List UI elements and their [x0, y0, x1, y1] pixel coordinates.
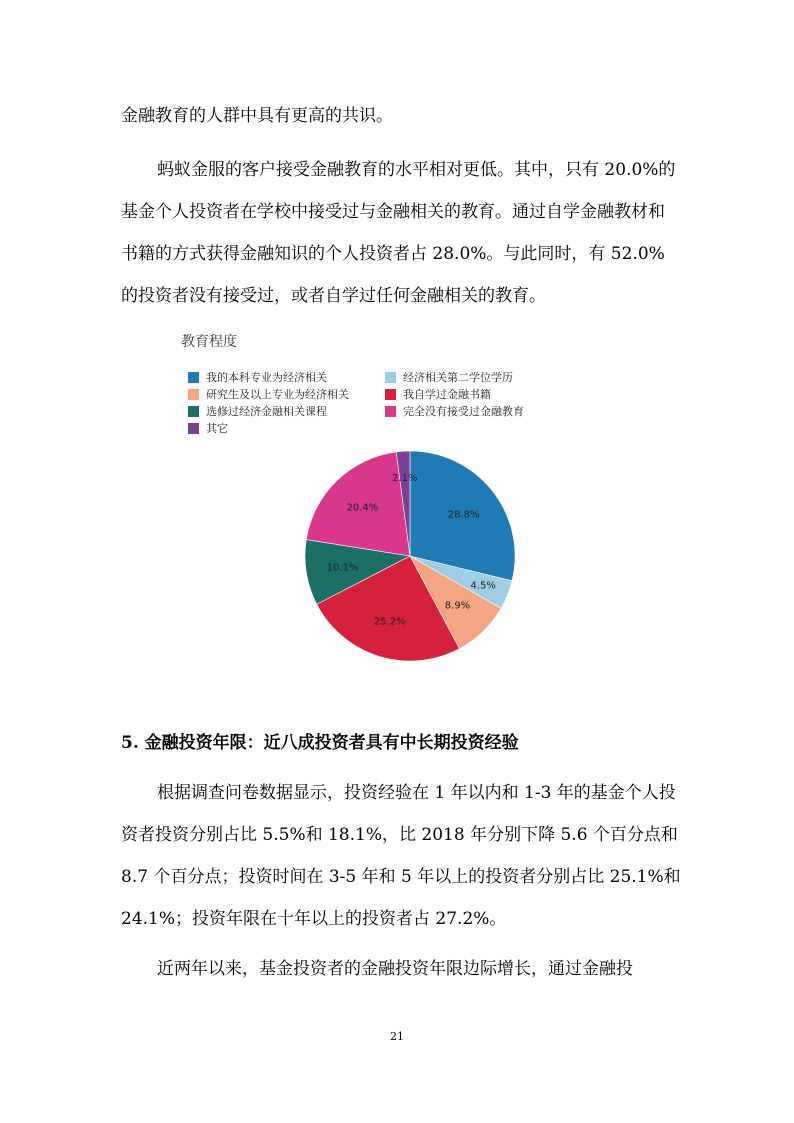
legend-swatch [188, 406, 199, 417]
paragraph-intro: 金融教育的人群中具有更高的共识。 [121, 106, 393, 126]
legend-swatch [188, 423, 199, 434]
legend-item [188, 386, 349, 402]
legend-item [188, 369, 327, 385]
legend-label: 选修过经济金融相关课程 [206, 405, 327, 418]
legend-item [385, 369, 513, 385]
pie-slice-label: 2.1% [392, 472, 418, 484]
legend-label: 研究生及以上专业为经济相关 [206, 388, 349, 401]
pie-slice-label: 28.8% [447, 509, 480, 521]
pie-slice-label: 4.5% [470, 580, 496, 592]
legend-item [385, 386, 491, 402]
legend-item [385, 403, 524, 419]
legend-swatch [385, 389, 396, 400]
paragraph-trend: 近两年以来，基金投资者的金融投资年限边际增长，通过金融投 [157, 959, 633, 979]
legend-item [188, 420, 228, 436]
legend-swatch [385, 372, 396, 383]
paragraph-investment-years: 根据调查问卷数据显示，投资经验在 1 年以内和 1-3 年的基金个人投资者投资分别占比 5.5%和 18.1%，比 2018 年分别下降 5.6 个百分点和 8.7 个百分点；投资时间在 3-5 年和 5 年以上的投资者分别占比 25.1%和 24.1%；投资年限在十年以上的投资者占 27.2%。 [121, 783, 681, 929]
section-heading: 5. 金融投资年限：近八成投资者具有中长期投资经验 [121, 733, 519, 753]
legend-label: 我自学过金融书籍 [403, 388, 491, 401]
legend-label: 经济相关第二学位学历 [403, 371, 513, 384]
pie-slice-label: 20.4% [346, 502, 379, 514]
legend-label: 其它 [206, 422, 228, 435]
legend-label: 完全没有接受过金融教育 [403, 405, 524, 418]
paragraph-ant-financial: 蚂蚁金服的客户接受金融教育的水平相对更低。其中，只有 20.0%的基金个人投资者在学校中接受过与金融相关的教育。通过自学金融教材和书籍的方式获得金融知识的个人投资者占 28.0%。与此同时，有 52.0%的投资者没有接受过，或者自学过任何金融相关的教育。 [121, 160, 676, 306]
legend-swatch [385, 406, 396, 417]
pie-slice-label: 10.1% [326, 562, 359, 574]
chart-title: 教育程度 [181, 334, 237, 350]
pie-slice-label: 25.2% [373, 616, 406, 628]
legend-swatch [188, 389, 199, 400]
legend-item [188, 403, 327, 419]
legend-swatch [188, 372, 199, 383]
pie-chart [290, 436, 530, 676]
legend-label: 我的本科专业为经济相关 [206, 371, 327, 384]
pie-slice-label: 8.9% [444, 600, 471, 612]
page-number: 21 [390, 1030, 404, 1043]
